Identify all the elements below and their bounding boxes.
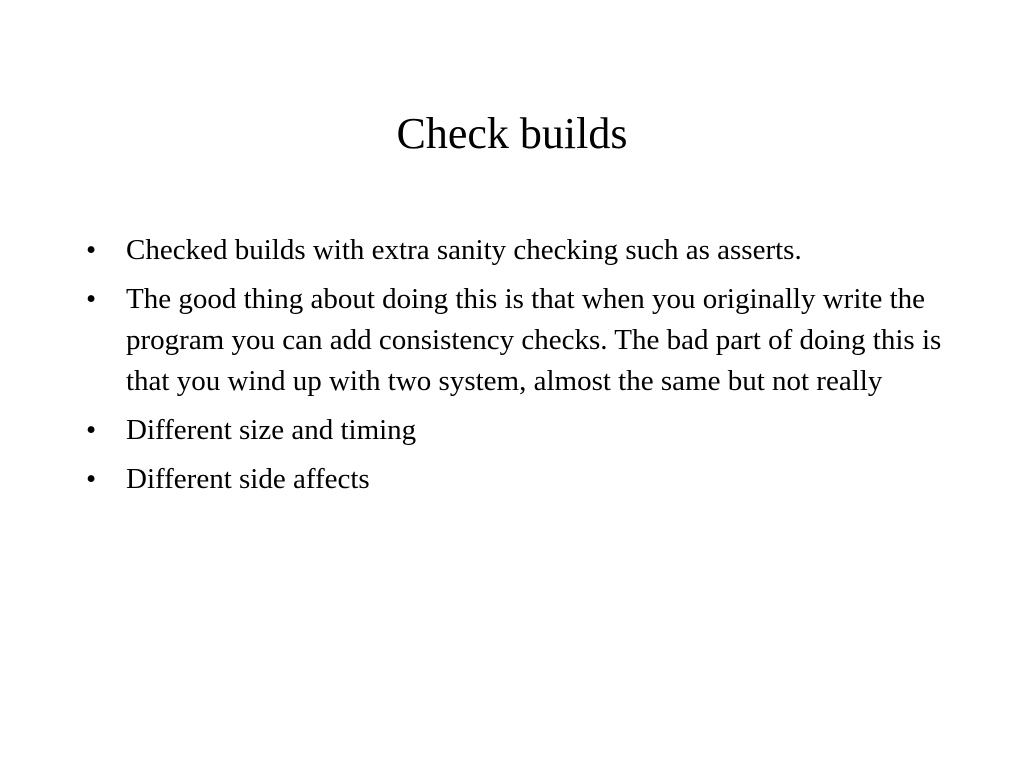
bullet-text: Different side affects [126,463,370,495]
bullet-text: Different size and timing [126,414,417,446]
bullet-marker: • [86,463,97,495]
bullet-marker: • [86,283,97,315]
bullet-item [86,459,946,500]
bullet-list [86,230,946,508]
bullet-marker: • [86,234,97,266]
bullet-item [86,410,946,451]
bullet-text: Checked builds with extra sanity checking such as asserts. [126,234,802,266]
bullet-text: The good thing about doing this is that when you originally write the program you can add consistency checks. The bad part of doing this is that you wind up with two system, almost the same but not really [126,283,942,397]
bullet-item [86,279,946,402]
bullet-item [86,230,946,271]
bullet-marker: • [86,414,97,446]
slide-title: Check builds [396,109,628,158]
